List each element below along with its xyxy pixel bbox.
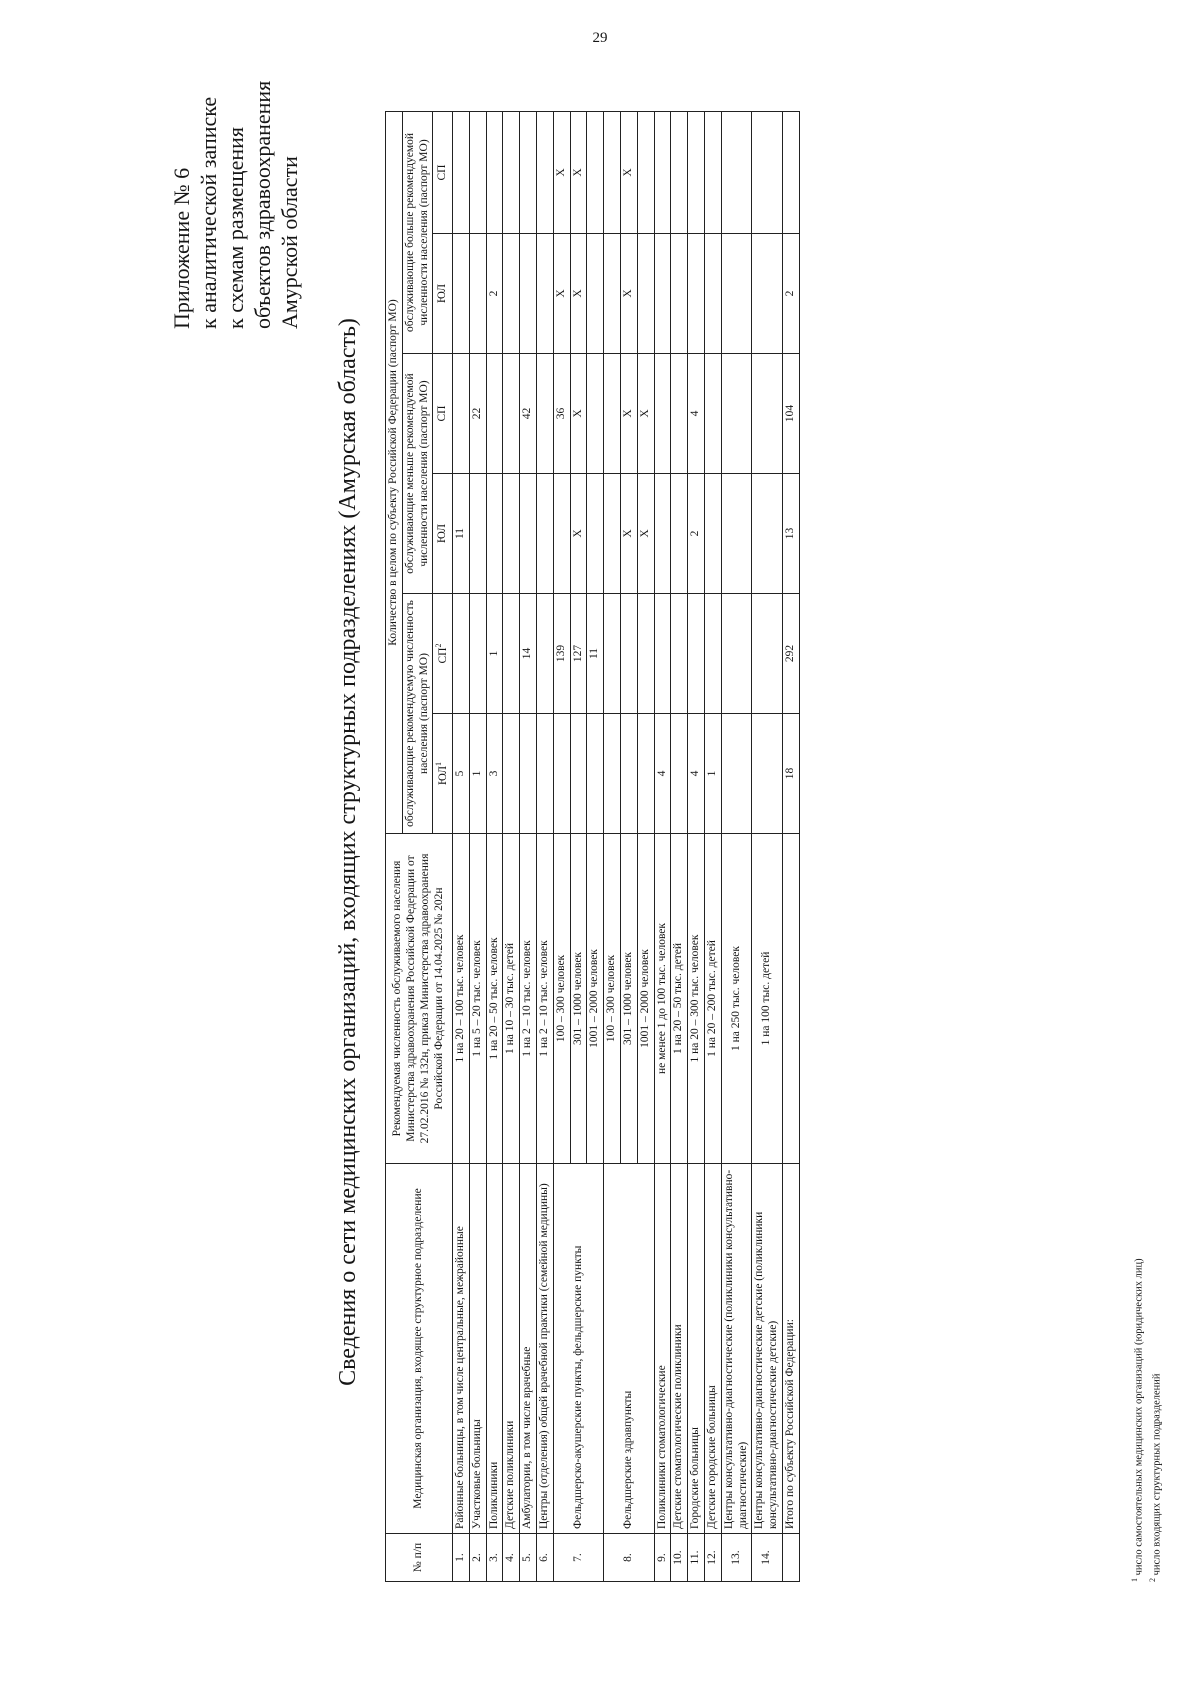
cell-yul-less (469, 474, 486, 594)
cell-sp-less (503, 354, 520, 474)
row-norm: 301 – 1000 человек (570, 834, 587, 1164)
header-yul: ЮЛ (433, 234, 453, 354)
cell-sp-rec (469, 594, 486, 714)
cell-yul-more (469, 234, 486, 354)
row-norm: 1 на 2 – 10 тыс. человек (537, 834, 554, 1164)
total-sp-rec: 292 (782, 594, 799, 714)
table-row (553, 111, 570, 1581)
header-yul: $ЮЛ^1$ (433, 714, 453, 834)
cell-yul-more: X (553, 234, 570, 354)
cell-sp-rec (637, 594, 654, 714)
header-num: № п/п (386, 1534, 453, 1582)
header-sub-less: обслуживающие меньше рекомендуемой численности населения (паспорт МО) (402, 354, 433, 594)
table-row (537, 111, 554, 1581)
cell-yul-less (503, 474, 520, 594)
cell-sp-more: X (620, 111, 637, 233)
row-name: Фельдшерские здравпункты (604, 1164, 654, 1534)
cell-yul-more (671, 234, 688, 354)
cell-yul-rec (721, 714, 752, 834)
cell-yul-less (520, 474, 537, 594)
cell-sp-rec (688, 594, 705, 714)
header-sp: СП (433, 354, 453, 474)
cell-yul-less (604, 474, 621, 594)
cell-yul-more: 2 (486, 234, 503, 354)
cell-sp-rec (620, 594, 637, 714)
header-org: Медицинская организация, входящее структурное подразделение (386, 1164, 453, 1534)
cell-yul-more: X (570, 234, 587, 354)
cell-yul-more (604, 234, 621, 354)
row-norm: 1 на 20 – 100 тыс. человек (453, 834, 470, 1164)
table-row (486, 111, 503, 1581)
cell-sp-more (486, 111, 503, 233)
row-name: Фельдшерско-акушерские пункты, фельдшерские пункты (553, 1164, 603, 1534)
row-name: Городские больницы (688, 1164, 705, 1534)
row-num: 6. (537, 1534, 554, 1582)
cell-sp-more (704, 111, 721, 233)
row-num (782, 1534, 799, 1582)
row-norm: 1 на 20 – 300 тыс. человек (688, 834, 705, 1164)
cell-yul-more (637, 234, 654, 354)
row-norm: 1 на 5 – 20 тыс. человек (469, 834, 486, 1164)
cell-yul-less: 2 (688, 474, 705, 594)
cell-yul-rec: 1 (469, 714, 486, 834)
header-yul: ЮЛ (433, 474, 453, 594)
cell-yul-rec (671, 714, 688, 834)
cell-sp-rec (752, 594, 783, 714)
cell-sp-less: 36 (553, 354, 570, 474)
header-sub-more: обслуживающие больше рекомендуемой численности населения (паспорт МО) (402, 111, 433, 353)
appendix-line: объектов здравоохранения (250, 80, 275, 329)
cell-yul-less (553, 474, 570, 594)
cell-sp-more (453, 111, 470, 233)
cell-yul-rec (503, 714, 520, 834)
row-norm: не менее 1 до 100 тыс. человек (654, 834, 671, 1164)
cell-yul-rec: 5 (453, 714, 470, 834)
row-num: 9. (654, 1534, 671, 1582)
cell-sp-rec (654, 594, 671, 714)
cell-yul-rec (570, 714, 587, 834)
cell-sp-less (537, 354, 554, 474)
cell-sp-more (604, 111, 621, 233)
cell-sp-more (752, 111, 783, 233)
cell-sp-less (486, 354, 503, 474)
row-name: Центры консультативно-диагностические (поликлиники консультативно-диагностические) (721, 1164, 752, 1534)
row-name: Участковые больницы (469, 1164, 486, 1534)
table-row (654, 111, 671, 1581)
total-sp-more (782, 111, 799, 233)
row-norm: 1001 – 2000 человек (637, 834, 654, 1164)
row-norm: 1 на 100 тыс. детей (752, 834, 783, 1164)
cell-yul-more (654, 234, 671, 354)
cell-yul-more (453, 234, 470, 354)
cell-sp-less (752, 354, 783, 474)
cell-sp-less (604, 354, 621, 474)
cell-yul-rec (637, 714, 654, 834)
table-row (604, 111, 621, 1581)
cell-sp-more: X (553, 111, 570, 233)
cell-yul-rec: 3 (486, 714, 503, 834)
row-name: Детские поликлиники (503, 1164, 520, 1534)
row-num: 10. (671, 1534, 688, 1582)
cell-sp-less: 4 (688, 354, 705, 474)
cell-yul-rec (587, 714, 604, 834)
cell-sp-less (721, 354, 752, 474)
cell-sp-rec: 11 (587, 594, 604, 714)
appendix-line: Приложение № 6 (169, 167, 194, 329)
row-norm: 1 на 250 тыс. человек (721, 834, 752, 1164)
cell-sp-rec (453, 594, 470, 714)
row-norm: 1 на 20 – 200 тыс. детей (704, 834, 721, 1164)
row-num: 8. (604, 1534, 654, 1582)
table-row (752, 111, 783, 1581)
cell-sp-less (453, 354, 470, 474)
cell-sp-less: X (620, 354, 637, 474)
cell-sp-more (654, 111, 671, 233)
cell-sp-rec: 139 (553, 594, 570, 714)
cell-sp-more (503, 111, 520, 233)
table-row (704, 111, 721, 1581)
row-norm: 1 на 20 – 50 тыс. детей (671, 834, 688, 1164)
cell-yul-less (752, 474, 783, 594)
cell-yul-rec: 4 (654, 714, 671, 834)
header-sp: СП (433, 111, 453, 233)
cell-sp-less (587, 354, 604, 474)
cell-yul-less: X (620, 474, 637, 594)
cell-yul-more (503, 234, 520, 354)
appendix-block (168, 9, 303, 329)
cell-yul-rec (752, 714, 783, 834)
footnote-2: $^2$ число входящих структурных подразделений (1147, 1373, 1162, 1582)
cell-yul-rec (604, 714, 621, 834)
cell-sp-more (688, 111, 705, 233)
cell-yul-less (587, 474, 604, 594)
row-name: Поликлиники стоматологические (654, 1164, 671, 1534)
total-yul-more: 2 (782, 234, 799, 354)
row-name: Районные больницы, в том числе центральные, межрайонные (453, 1164, 470, 1534)
cell-sp-less: X (570, 354, 587, 474)
cell-yul-more (688, 234, 705, 354)
cell-yul-rec (620, 714, 637, 834)
table-row (688, 111, 705, 1581)
row-name: Поликлиники (486, 1164, 503, 1534)
cell-sp-rec (503, 594, 520, 714)
cell-yul-more (520, 234, 537, 354)
row-norm: 1 на 2 – 10 тыс. человек (520, 834, 537, 1164)
cell-yul-less (671, 474, 688, 594)
table-row (721, 111, 752, 1581)
total-row (782, 111, 799, 1581)
cell-yul-less: X (637, 474, 654, 594)
cell-sp-less (704, 354, 721, 474)
cell-yul-more: X (620, 234, 637, 354)
cell-yul-rec: 4 (688, 714, 705, 834)
row-name: Детские стоматологические поликлиники (671, 1164, 688, 1534)
row-num: 14. (752, 1534, 783, 1582)
cell-sp-less (671, 354, 688, 474)
header-count-group: Количество в целом по субъекту Российской Федерации (паспорт МО) (386, 111, 403, 833)
row-norm: 301 – 1000 человек (620, 834, 637, 1164)
header-sub-recommended: обслуживающие рекомендуемую численность населения (паспорт МО) (402, 594, 433, 834)
row-num: 13. (721, 1534, 752, 1582)
cell-yul-rec (537, 714, 554, 834)
total-yul-less: 13 (782, 474, 799, 594)
cell-yul-less (486, 474, 503, 594)
cell-sp-less (654, 354, 671, 474)
cell-yul-less: 11 (453, 474, 470, 594)
table-row (503, 111, 520, 1581)
appendix-line: к аналитической записке (196, 96, 221, 329)
footnotes (1128, 1258, 1163, 1582)
row-norm (782, 834, 799, 1164)
header-norm: Рекомендуемая численность обслуживаемого населения Министерства здравоохранения Российской Федерации от 27.02.2016 № 132н, приказ Министерства здравоохранения Российской Федерации от 14.04.2025 № 202н (386, 834, 453, 1164)
table-row (453, 111, 470, 1581)
row-num: 12. (704, 1534, 721, 1582)
table-row (469, 111, 486, 1581)
cell-yul-less (704, 474, 721, 594)
row-num: 2. (469, 1534, 486, 1582)
cell-sp-rec (721, 594, 752, 714)
row-num: 1. (453, 1534, 470, 1582)
cell-sp-more (537, 111, 554, 233)
cell-yul-rec: 1 (704, 714, 721, 834)
cell-yul-rec (553, 714, 570, 834)
row-num: 5. (520, 1534, 537, 1582)
cell-yul-more (587, 234, 604, 354)
cell-sp-more: X (570, 111, 587, 233)
cell-yul-less (537, 474, 554, 594)
cell-sp-more (520, 111, 537, 233)
table-row (520, 111, 537, 1581)
row-norm: 100 – 300 человек (604, 834, 621, 1164)
cell-yul-more (721, 234, 752, 354)
cell-sp-more (721, 111, 752, 233)
row-norm: 1 на 10 – 30 тыс. детей (503, 834, 520, 1164)
row-name: Детские городские больницы (704, 1164, 721, 1534)
cell-sp-more (587, 111, 604, 233)
row-num: 3. (486, 1534, 503, 1582)
cell-sp-less: X (637, 354, 654, 474)
cell-sp-rec (604, 594, 621, 714)
cell-sp-more (637, 111, 654, 233)
cell-sp-rec (671, 594, 688, 714)
table-row (671, 111, 688, 1581)
cell-yul-less: X (570, 474, 587, 594)
organizations-table (385, 111, 800, 1582)
cell-sp-rec: 1 (486, 594, 503, 714)
cell-sp-less: 42 (520, 354, 537, 474)
row-norm: 1 на 20 – 50 тыс. человек (486, 834, 503, 1164)
row-norm: 1001 – 2000 человек (587, 834, 604, 1164)
page-number: 29 (592, 30, 608, 46)
cell-sp-more (469, 111, 486, 233)
row-num: 11. (688, 1534, 705, 1582)
cell-sp-less: 22 (469, 354, 486, 474)
total-label: Итого по субъекту Российской Федерации: (782, 1164, 799, 1534)
cell-sp-rec (704, 594, 721, 714)
cell-yul-rec (520, 714, 537, 834)
cell-sp-rec (537, 594, 554, 714)
cell-sp-rec: 127 (570, 594, 587, 714)
cell-sp-rec: 14 (520, 594, 537, 714)
cell-yul-more (537, 234, 554, 354)
row-norm: 100 – 300 человек (553, 834, 570, 1164)
appendix-line: к схемам размещения (223, 126, 248, 329)
cell-yul-less (721, 474, 752, 594)
cell-yul-less (654, 474, 671, 594)
row-name: Центры (отделения) общей врачебной практики (семейной медицины) (537, 1164, 554, 1534)
cell-yul-more (752, 234, 783, 354)
row-name: Центры консультативно-диагностические детские (поликлиники консультативно-диагностические детские) (752, 1164, 783, 1534)
cell-yul-more (704, 234, 721, 354)
row-name: Амбулатории, в том числе врачебные (520, 1164, 537, 1534)
total-sp-less: 104 (782, 354, 799, 474)
row-num: 4. (503, 1534, 520, 1582)
total-yul-rec: 18 (782, 714, 799, 834)
header-sp: $СП^2$ (433, 594, 453, 714)
appendix-line: Амурской области (277, 156, 302, 329)
cell-sp-more (671, 111, 688, 233)
document-title: Сведения о сети медицинских организаций, входящих структурных подразделениях (Амурская область) (335, 318, 361, 1386)
row-num: 7. (553, 1534, 603, 1582)
footnote-1: $^1$ число самостоятельных медицинских организаций (юридических лиц) (1130, 1258, 1145, 1582)
